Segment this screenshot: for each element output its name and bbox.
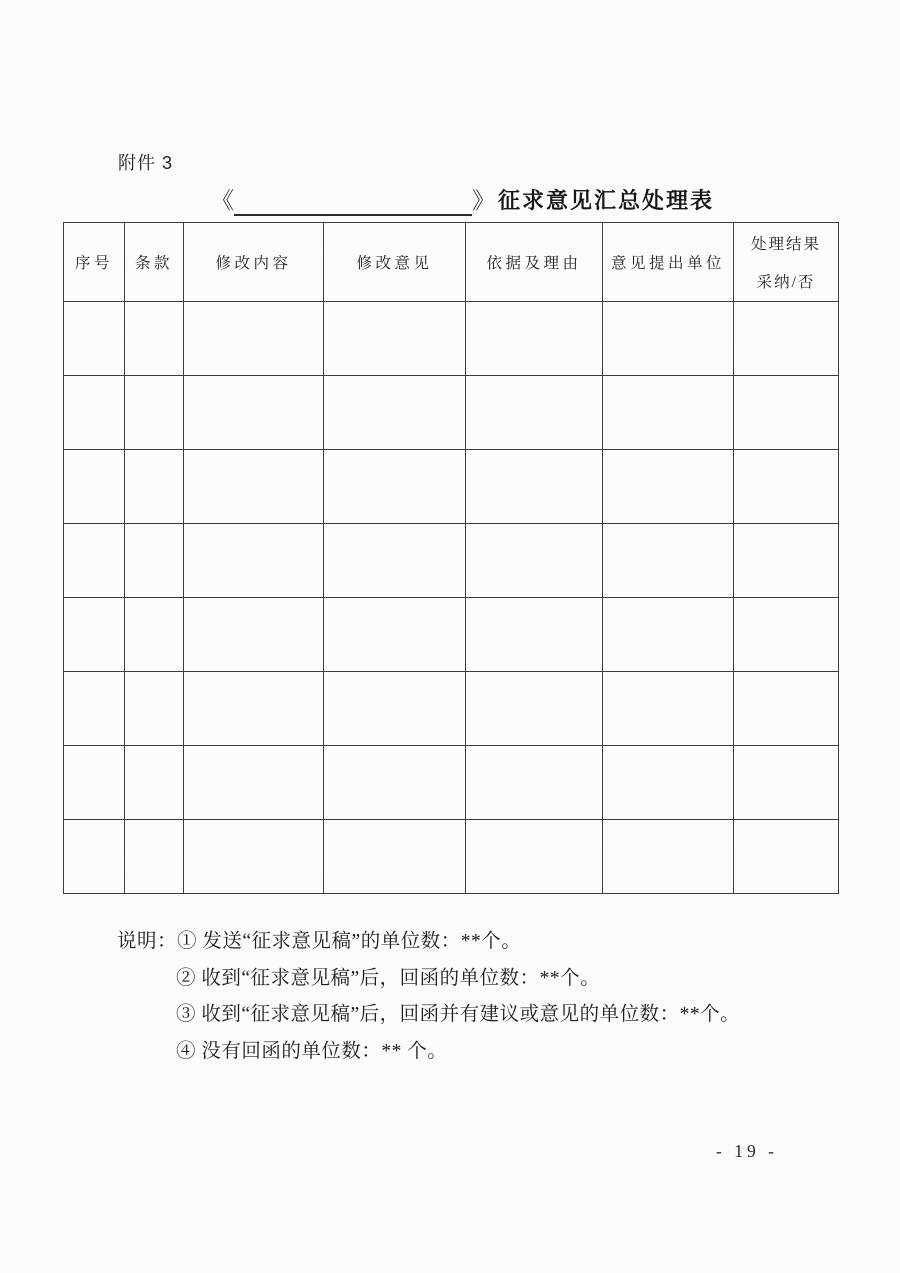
table-empty-cell xyxy=(466,302,603,376)
table-empty-cell xyxy=(125,598,184,672)
table-empty-cell xyxy=(603,746,734,820)
table-empty-cell xyxy=(64,524,125,598)
col-header-clause: 条款 xyxy=(125,223,184,302)
table-empty-row xyxy=(64,302,839,376)
table-empty-row xyxy=(64,820,839,894)
table-empty-row xyxy=(64,672,839,746)
table-empty-cell xyxy=(466,524,603,598)
table-empty-cell xyxy=(125,820,184,894)
table-empty-cell xyxy=(734,672,839,746)
opinions-summary-table xyxy=(63,222,839,894)
table-empty-cell xyxy=(184,524,324,598)
title-open-bracket: 《 xyxy=(211,188,234,213)
col-header-result xyxy=(734,223,839,302)
table-empty-cell xyxy=(603,450,734,524)
table-empty-row xyxy=(64,524,839,598)
table-body xyxy=(64,302,839,894)
table-empty-cell xyxy=(64,376,125,450)
table-empty-cell xyxy=(603,302,734,376)
col-header-result-line1: 处理结果 xyxy=(750,236,821,253)
table-empty-cell xyxy=(324,524,466,598)
table-empty-cell xyxy=(466,672,603,746)
table-empty-cell xyxy=(125,672,184,746)
table-empty-cell xyxy=(184,598,324,672)
table-empty-cell xyxy=(324,598,466,672)
table-empty-cell xyxy=(324,376,466,450)
table-empty-cell xyxy=(184,820,324,894)
table-empty-cell xyxy=(734,302,839,376)
table-empty-cell xyxy=(603,820,734,894)
table-empty-cell xyxy=(734,820,839,894)
note-item-3: ③ 收到“征求意见稿”后，回函并有建议或意见的单位数：**个。 xyxy=(176,1004,741,1025)
col-header-seq: 序号 xyxy=(64,223,125,302)
note-line-3 xyxy=(117,997,837,1034)
table-empty-cell xyxy=(184,746,324,820)
table-empty-cell xyxy=(64,820,125,894)
table-empty-cell xyxy=(324,450,466,524)
note-line-1 xyxy=(117,924,837,961)
col-header-basis: 依据及理由 xyxy=(466,223,603,302)
table-empty-cell xyxy=(125,376,184,450)
table-empty-cell xyxy=(184,450,324,524)
col-header-opinion: 修改意见 xyxy=(324,223,466,302)
table-empty-cell xyxy=(64,302,125,376)
table-empty-cell xyxy=(603,672,734,746)
col-header-unit: 意见提出单位 xyxy=(603,223,734,302)
table-empty-cell xyxy=(734,746,839,820)
table-empty-cell xyxy=(324,746,466,820)
table-empty-cell xyxy=(603,376,734,450)
table-empty-cell xyxy=(125,746,184,820)
table-empty-cell xyxy=(466,598,603,672)
table-empty-cell xyxy=(734,450,839,524)
table-empty-cell xyxy=(466,820,603,894)
col-header-result-line2: 采纳/否 xyxy=(756,274,816,291)
page-number: - 19 - xyxy=(716,1141,778,1161)
notes-section xyxy=(117,924,837,1070)
title-text: 征求意见汇总处理表 xyxy=(498,188,715,214)
table-empty-cell xyxy=(734,524,839,598)
title-blank-field xyxy=(234,190,472,216)
table-empty-cell xyxy=(734,598,839,672)
table-empty-cell xyxy=(603,598,734,672)
note-line-2 xyxy=(117,961,837,998)
table-empty-row xyxy=(64,598,839,672)
note-item-1: ① 发送“征求意见稿”的单位数：**个。 xyxy=(177,931,522,952)
table-empty-cell xyxy=(466,376,603,450)
table-empty-cell xyxy=(64,672,125,746)
table-empty-cell xyxy=(125,302,184,376)
table-empty-cell xyxy=(466,746,603,820)
table-empty-row xyxy=(64,376,839,450)
table-empty-cell xyxy=(734,376,839,450)
document-title xyxy=(211,186,714,216)
table-empty-cell xyxy=(64,450,125,524)
table-empty-cell xyxy=(125,524,184,598)
table-empty-row xyxy=(64,746,839,820)
title-close-bracket: 》 xyxy=(472,188,495,213)
table-empty-cell xyxy=(184,376,324,450)
note-item-2: ② 收到“征求意见稿”后，回函的单位数：**个。 xyxy=(176,967,601,989)
table-empty-cell xyxy=(603,524,734,598)
note-item-4: ④ 没有回函的单位数：** 个。 xyxy=(176,1040,448,1062)
table-empty-cell xyxy=(64,598,125,672)
table-empty-cell xyxy=(324,302,466,376)
table-empty-cell xyxy=(324,820,466,894)
table-empty-row xyxy=(64,450,839,524)
attachment-label: 附件 3 xyxy=(118,153,174,173)
col-header-content: 修改内容 xyxy=(184,223,324,302)
table-empty-cell xyxy=(324,672,466,746)
table-empty-cell xyxy=(466,450,603,524)
notes-label: 说明： xyxy=(117,931,178,952)
table-header-row xyxy=(64,223,839,302)
table-empty-cell xyxy=(64,746,125,820)
table-empty-cell xyxy=(184,672,324,746)
note-line-4 xyxy=(117,1034,837,1071)
table-empty-cell xyxy=(184,302,324,376)
table-empty-cell xyxy=(125,450,184,524)
